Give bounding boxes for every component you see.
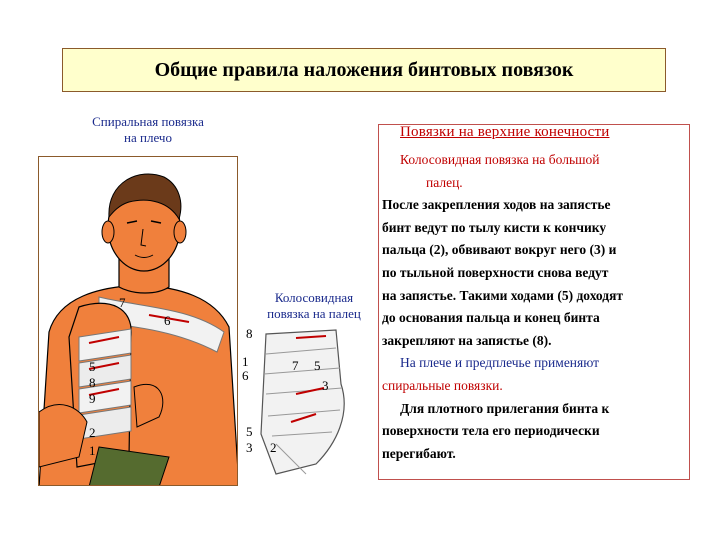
text-line: Колосовидная повязка на большой [400, 152, 600, 167]
left-figure-caption [62, 114, 234, 146]
mid-label-3b: 3 [246, 440, 253, 455]
text-line: поверхности тела его периодически [382, 423, 600, 439]
label-9: 9 [89, 391, 96, 406]
section-heading: Повязки на верхние конечности [400, 124, 610, 140]
text-line: по тыльной поверхности снова ведут [382, 264, 609, 280]
label-6: 6 [164, 313, 171, 328]
mid-label-6: 6 [242, 368, 249, 383]
thumb-bandage-illustration [236, 324, 358, 484]
label-1: 1 [89, 443, 96, 458]
description-text [382, 149, 686, 465]
left-caption-line: Спиральная повязка [92, 114, 204, 129]
mid-caption-line: Колосовидная [274, 290, 354, 305]
text-line: закрепляют на запястье (8). [382, 332, 552, 348]
mid-caption-line: повязка на палец [267, 306, 361, 321]
text-line: Для плотного прилегания бинта к [400, 400, 610, 416]
text-line: палец. [426, 174, 463, 190]
text-line: На плече и предплечье применяют [400, 355, 600, 371]
text-line: спиральные повязки. [382, 377, 503, 393]
label-7: 7 [119, 295, 126, 310]
label-5: 5 [89, 359, 96, 374]
mid-label-7: 7 [292, 358, 299, 373]
shoulder-bandage-illustration [38, 156, 238, 486]
text-line: бинт ведут по тылу кисти к кончику [382, 219, 607, 235]
mid-label-5: 5 [314, 358, 321, 373]
left-caption-line: на плечо [124, 130, 172, 145]
text-line: После закрепления ходов на запястье [382, 197, 611, 213]
label-2: 2 [89, 425, 96, 440]
mid-label-8: 8 [246, 326, 253, 341]
mid-label-2: 2 [270, 440, 277, 455]
text-line: до основания пальца и конец бинта [382, 310, 600, 326]
text-line: перегибают. [382, 445, 456, 461]
text-line: на запястье. Такими ходами (5) доходят [382, 287, 624, 303]
text-line: пальца (2), обвивают вокруг него (3) и [382, 242, 617, 258]
mid-label-5b: 5 [246, 424, 253, 439]
label-8: 8 [89, 375, 96, 390]
mid-figure-caption [248, 290, 380, 322]
title-box [62, 48, 666, 92]
mid-label-3: 3 [322, 378, 329, 393]
page-title: Общие правила наложения бинтовых повязок [154, 58, 574, 81]
mid-label-1: 1 [242, 354, 249, 369]
